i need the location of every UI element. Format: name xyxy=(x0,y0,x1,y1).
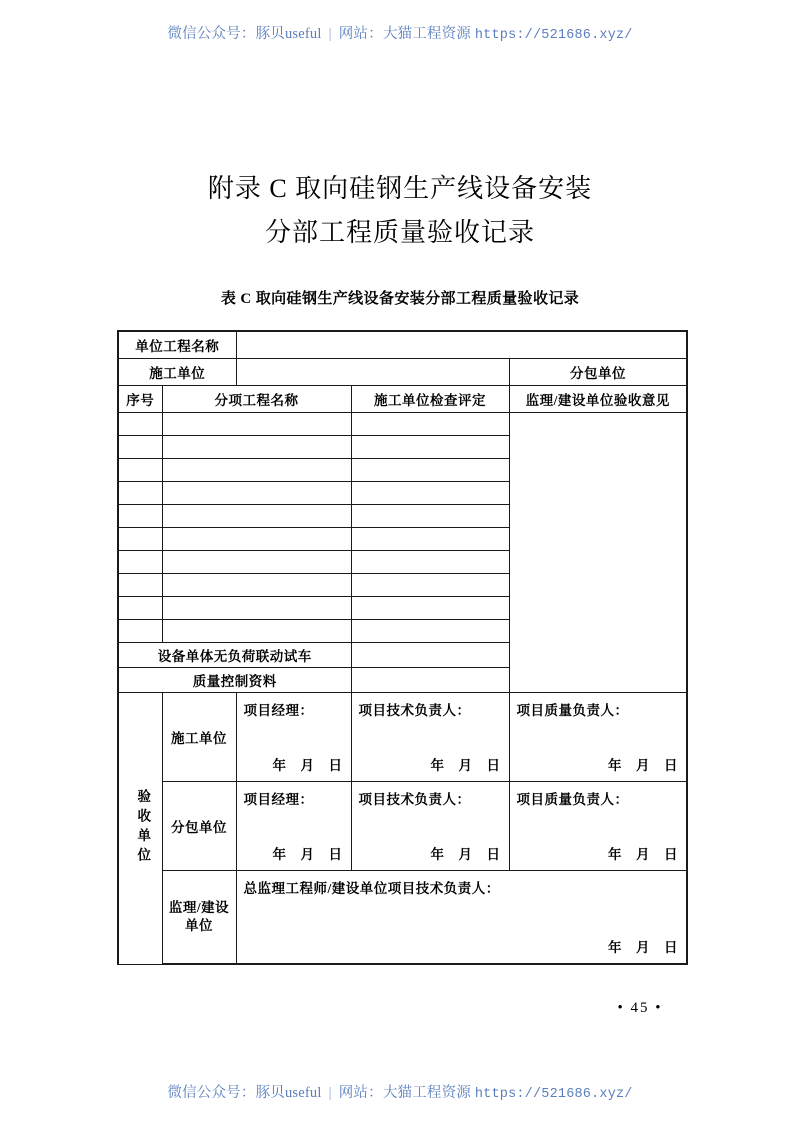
supervision-unit-line-2: 单位 xyxy=(185,918,213,933)
cell-subitem[interactable] xyxy=(162,459,351,482)
label-equipment-no-load-trial: 设备单体无负荷联动试车 xyxy=(118,643,351,668)
column-header-supervision: 监理/建设单位验收意见 xyxy=(509,386,687,413)
cell-seq[interactable] xyxy=(118,459,162,482)
field-quality-control-records-value[interactable] xyxy=(351,668,509,693)
page-number: • 45 • xyxy=(617,1000,663,1016)
cell-seq[interactable] xyxy=(118,574,162,597)
cell-self-check[interactable] xyxy=(351,413,509,436)
date-month-label: 月 xyxy=(458,847,473,862)
signature-cell-technical-lead[interactable] xyxy=(351,782,509,871)
signature-date-line[interactable] xyxy=(266,843,343,863)
cell-subitem[interactable] xyxy=(162,482,351,505)
date-month-label: 月 xyxy=(636,847,651,862)
watermark-site-label: 网站：大猫工程资源 xyxy=(338,26,472,42)
cell-self-check[interactable] xyxy=(351,597,509,620)
signature-role-label: 项目质量负责人： xyxy=(516,792,629,807)
cell-seq[interactable] xyxy=(118,482,162,505)
date-day-label: 日 xyxy=(486,847,501,862)
watermark-wechat-label: 微信公众号：豚贝useful xyxy=(167,26,322,42)
cell-seq[interactable] xyxy=(118,413,162,436)
field-equipment-no-load-trial-value[interactable] xyxy=(351,643,509,668)
watermark-url: https://521686.xyz/ xyxy=(474,1087,633,1102)
label-supervision-unit xyxy=(162,871,236,965)
label-construction-unit: 施工单位 xyxy=(118,359,236,386)
signature-date-line[interactable] xyxy=(266,754,343,774)
cell-seq[interactable] xyxy=(118,597,162,620)
field-construction-unit-value[interactable] xyxy=(236,359,509,386)
signature-role-label: 项目经理： xyxy=(243,703,314,718)
date-day-label: 日 xyxy=(328,758,343,773)
cell-self-check[interactable] xyxy=(351,459,509,482)
cell-self-check[interactable] xyxy=(351,528,509,551)
table-row-signature-construction xyxy=(118,693,687,782)
cell-seq[interactable] xyxy=(118,551,162,574)
label-quality-control-records: 质量控制资料 xyxy=(118,668,351,693)
header-watermark xyxy=(0,22,800,43)
signature-cell-technical-lead[interactable] xyxy=(351,693,509,782)
date-day-label: 日 xyxy=(328,847,343,862)
date-day-label: 日 xyxy=(664,847,679,862)
page-title-line-2: 分部工程质量验收记录 xyxy=(264,218,535,247)
cell-seq[interactable] xyxy=(118,505,162,528)
cell-subitem[interactable] xyxy=(162,528,351,551)
column-header-subitem: 分项工程名称 xyxy=(162,386,351,413)
watermark-separator: | xyxy=(328,26,332,42)
table-row-signature-subcontractor xyxy=(118,782,687,871)
acceptance-section-vertical-label: 验收单位 xyxy=(135,789,151,868)
supervision-unit-line-1: 监理/建设 xyxy=(168,899,230,915)
cell-subitem[interactable] xyxy=(162,620,351,643)
date-day-label: 日 xyxy=(486,758,501,773)
label-signature-unit: 施工单位 xyxy=(162,693,236,782)
column-header-seq: 序号 xyxy=(118,386,162,413)
cell-subitem[interactable] xyxy=(162,597,351,620)
signature-role-label: 项目技术负责人： xyxy=(358,703,471,718)
date-year-label: 年 xyxy=(272,758,287,773)
cell-seq[interactable] xyxy=(118,528,162,551)
signature-date-line[interactable] xyxy=(601,936,678,956)
signature-role-label: 项目经理： xyxy=(243,792,314,807)
label-subcontract-unit: 分包单位 xyxy=(509,359,687,386)
signature-date-line[interactable] xyxy=(424,843,501,863)
label-project-name: 单位工程名称 xyxy=(118,331,236,359)
date-year-label: 年 xyxy=(608,758,623,773)
cell-supervision-opinion[interactable] xyxy=(509,413,687,693)
quality-acceptance-form-table xyxy=(117,330,688,965)
table-caption: 表 C 取向硅钢生产线设备安装分部工程质量验收记录 xyxy=(220,291,580,307)
label-acceptance-units xyxy=(118,693,162,965)
date-year-label: 年 xyxy=(430,758,445,773)
cell-subitem[interactable] xyxy=(162,574,351,597)
cell-self-check[interactable] xyxy=(351,505,509,528)
date-year-label: 年 xyxy=(608,847,623,862)
signature-role-label: 总监理工程师/建设单位项目技术负责人： xyxy=(243,881,500,896)
signature-role-label: 项目技术负责人： xyxy=(358,792,471,807)
table-header-row xyxy=(118,386,687,413)
cell-subitem[interactable] xyxy=(162,551,351,574)
footer-watermark xyxy=(0,1081,800,1102)
date-year-label: 年 xyxy=(430,847,445,862)
signature-date-line[interactable] xyxy=(424,754,501,774)
signature-cell-quality-lead[interactable] xyxy=(509,693,687,782)
table-row-project-name xyxy=(118,331,687,359)
table-row-units xyxy=(118,359,687,386)
date-day-label: 日 xyxy=(664,758,679,773)
page-title-line-1: 附录 C 取向硅钢生产线设备安装 xyxy=(207,174,593,203)
cell-self-check[interactable] xyxy=(351,436,509,459)
date-month-label: 月 xyxy=(300,847,315,862)
date-year-label: 年 xyxy=(272,847,287,862)
signature-cell-project-manager[interactable] xyxy=(236,693,351,782)
table-row-signature-supervision xyxy=(118,871,687,965)
date-day-label: 日 xyxy=(664,940,679,955)
date-year-label: 年 xyxy=(608,940,623,955)
cell-self-check[interactable] xyxy=(351,482,509,505)
signature-date-line[interactable] xyxy=(601,843,678,863)
cell-seq[interactable] xyxy=(118,436,162,459)
date-month-label: 月 xyxy=(300,758,315,773)
date-month-label: 月 xyxy=(458,758,473,773)
watermark-url: https://521686.xyz/ xyxy=(474,28,633,43)
watermark-wechat-label: 微信公众号：豚贝useful xyxy=(167,1085,322,1101)
cell-self-check[interactable] xyxy=(351,620,509,643)
field-project-name-value[interactable] xyxy=(236,331,687,359)
date-month-label: 月 xyxy=(636,940,651,955)
column-header-self-check: 施工单位检查评定 xyxy=(351,386,509,413)
cell-seq[interactable] xyxy=(118,620,162,643)
watermark-site-label: 网站：大猫工程资源 xyxy=(338,1085,472,1101)
date-month-label: 月 xyxy=(636,758,651,773)
cell-subitem[interactable] xyxy=(162,413,351,436)
label-signature-unit: 分包单位 xyxy=(162,782,236,871)
signature-cell-quality-lead[interactable] xyxy=(509,782,687,871)
cell-subitem[interactable] xyxy=(162,436,351,459)
signature-cell-project-manager[interactable] xyxy=(236,782,351,871)
cell-self-check[interactable] xyxy=(351,574,509,597)
signature-role-label: 项目质量负责人： xyxy=(516,703,629,718)
cell-subitem[interactable] xyxy=(162,505,351,528)
table-row xyxy=(118,413,687,436)
watermark-separator: | xyxy=(328,1085,332,1101)
signature-date-line[interactable] xyxy=(601,754,678,774)
signature-cell-chief-supervisor[interactable] xyxy=(236,871,687,965)
cell-self-check[interactable] xyxy=(351,551,509,574)
